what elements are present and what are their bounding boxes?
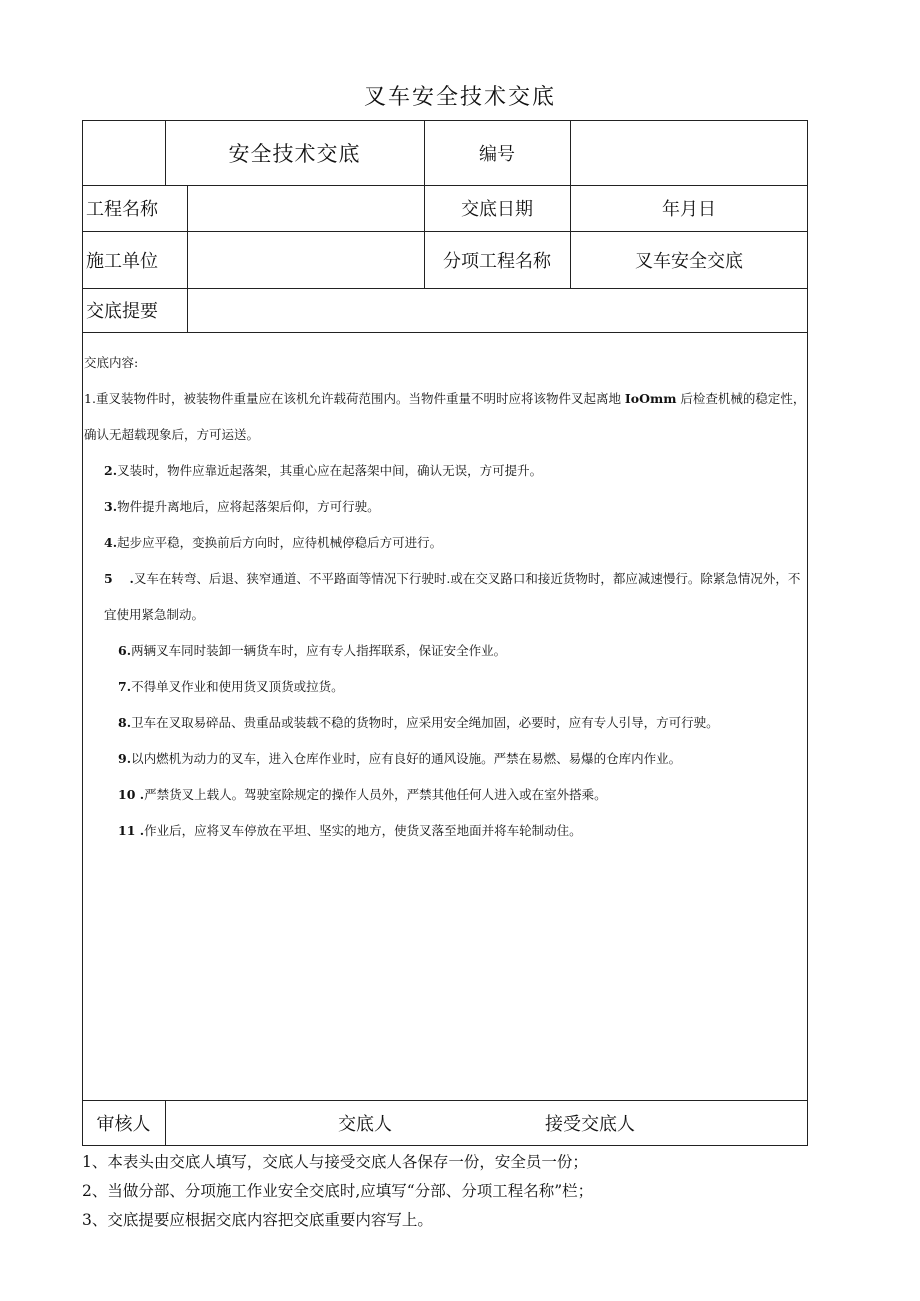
- list-item: [84, 561, 806, 633]
- content-heading: 交底内容:: [84, 355, 139, 370]
- date-label: 交底日期: [461, 199, 533, 220]
- list-item: [84, 741, 806, 777]
- item-text: 叉车在转弯、后退、狭窄通道、不平路面等情况下行驶时.或在交叉路口和接近货物时，都应减速慢行。除紧急情况外，不宜使用紧急制动。: [104, 571, 801, 622]
- list-item: [84, 453, 806, 489]
- item-number: 9.: [118, 751, 132, 766]
- project-name-label: 工程名称: [86, 199, 158, 220]
- item-text: 卫车在叉取易碎品、贵重品或装载不稳的货物时，应采用安全绳加固，必要时，应有专人引导，方可行驶。: [131, 715, 719, 730]
- document-title: 叉车安全技术交底: [363, 85, 556, 110]
- reviewer-label: 审核人: [96, 1114, 151, 1135]
- list-item: [84, 777, 806, 813]
- item-number: 1.: [84, 391, 96, 406]
- list-item: [84, 381, 806, 453]
- item-number: 3.: [104, 499, 118, 514]
- disclosure-content: [84, 345, 806, 849]
- sub-project-value[interactable]: 叉车安全交底: [635, 250, 743, 272]
- item-number: 6.: [118, 643, 132, 658]
- number-label: 编号: [479, 143, 515, 165]
- list-item: [84, 525, 806, 561]
- item-number: 10 .: [118, 787, 145, 802]
- receiver-label: 接受交底人: [545, 1114, 635, 1135]
- construction-unit-label: 施工单位: [86, 250, 158, 272]
- form-heading: 安全技术交底: [228, 141, 361, 166]
- footnote: 3、交底提要应根据交底内容把交底重要内容写上。: [82, 1211, 433, 1229]
- list-item: [84, 813, 806, 849]
- discloser-label: 交底人: [338, 1114, 392, 1135]
- footnotes: [82, 1148, 842, 1235]
- list-item: [84, 705, 806, 741]
- list-item: [84, 669, 806, 705]
- item-text: 两辆叉车同时装卸一辆货车时，应有专人指挥联系，保证安全作业。: [131, 643, 507, 658]
- date-value[interactable]: 年月日: [662, 199, 716, 220]
- sub-project-label: 分项工程名称: [443, 250, 551, 272]
- summary-label: 交底提要: [86, 301, 158, 322]
- item-text: 严禁货叉上载人。驾驶室除规定的操作人员外，严禁其他任何人进入或在室外搭乘。: [144, 787, 607, 802]
- footnote: 2、当做分部、分项施工作业安全交底时,应填写“分部、分项工程名称”栏；: [82, 1182, 594, 1200]
- item-number: 4.: [104, 535, 118, 550]
- col-divider: [165, 1100, 166, 1146]
- item-emphasis: IoOmm: [624, 391, 677, 406]
- item-text: 重叉装物件时，被装物件重量应在该机允许载荷范围内。当物件重量不明时应将该物件叉起离地: [95, 391, 625, 406]
- list-item: [84, 489, 806, 525]
- footnote: 1、本表头由交底人填写，交底人与接受交底人各保存一份，安全员一份；: [82, 1153, 588, 1171]
- item-number: 7.: [118, 679, 132, 694]
- construction-unit-value[interactable]: [187, 231, 424, 288]
- item-number: 5 .: [104, 571, 134, 586]
- item-text: 叉装时，物件应靠近起落架，其重心应在起落架中间，确认无误，方可提升。: [117, 463, 543, 478]
- item-text: 物件提升离地后，应将起落架后仰，方可行驶。: [117, 499, 380, 514]
- item-text: 后检查机械的稳定性，确认无超载现象后，方可运送。: [84, 391, 806, 442]
- item-text: 作业后，应将叉车停放在平坦、坚实的地方，使货叉落至地面并将车轮制动住。: [144, 823, 582, 838]
- item-number: 8.: [118, 715, 132, 730]
- row-divider: [82, 1100, 808, 1101]
- item-number: 2.: [104, 463, 118, 478]
- list-item: [84, 633, 806, 669]
- item-text: 不得单叉作业和使用货叉顶货或拉货。: [131, 679, 344, 694]
- item-text: 起步应平稳，变换前后方向时，应待机械停稳后方可进行。: [117, 535, 443, 550]
- item-number: 11 .: [118, 823, 145, 838]
- row-divider: [82, 332, 808, 333]
- item-text: 以内燃机为动力的叉车，进入仓库作业时，应有良好的通风设施。严禁在易燃、易爆的仓库内作业。: [131, 751, 682, 766]
- number-value[interactable]: [570, 120, 808, 185]
- project-name-value[interactable]: [187, 185, 424, 231]
- summary-value[interactable]: [187, 288, 808, 332]
